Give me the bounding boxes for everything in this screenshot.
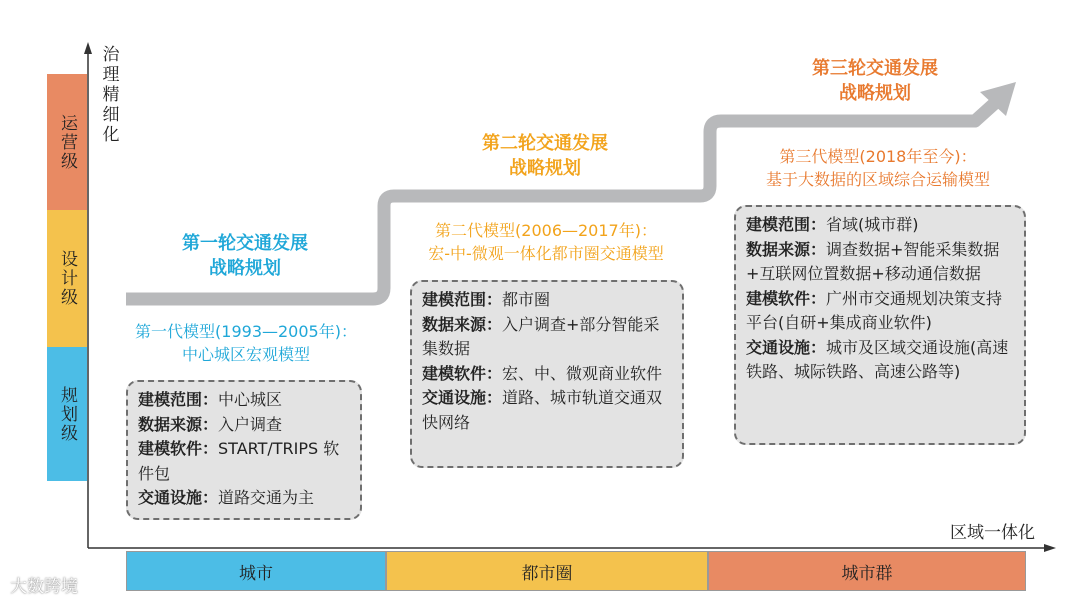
region-metro: 都市圈 xyxy=(386,551,708,591)
model-1-scope-key: 建模范围： xyxy=(138,390,219,409)
phase-3-heading xyxy=(770,56,980,106)
level-operations: 运营级 xyxy=(47,74,87,210)
model-2-scope-key: 建模范围： xyxy=(422,290,503,309)
model-3-software-value: 广州市交通规划决策支持平台(自研+集成商业软件) xyxy=(746,288,1003,332)
region-cluster: 城市群 xyxy=(708,551,1026,591)
y-axis-title: 治理精细化 xyxy=(102,45,120,145)
model-1-scope-value: 中心城区 xyxy=(218,390,283,409)
y-axis-arrowhead xyxy=(84,42,92,54)
model-1-title-line1: 第一代模型(1993—2005年)： xyxy=(135,322,357,341)
model-3-title xyxy=(728,145,1028,191)
model-1-info-box xyxy=(126,380,362,520)
model-3-scope-value: 省域(城市群) xyxy=(826,215,919,234)
model-2-title-line2: 宏-中-微观一体化都市圈交通模型 xyxy=(428,244,664,263)
model-2-source xyxy=(422,313,672,362)
model-2-source-value: 入户调查+部分智能采集数据 xyxy=(422,314,660,358)
model-3-source-value: 调查数据+智能采集数据+互联网位置数据+移动通信数据 xyxy=(746,239,1000,283)
level-design: 设计级 xyxy=(47,210,87,347)
model-1-software-value: START/TRIPS 软件包 xyxy=(138,439,340,483)
model-1-software-key: 建模软件： xyxy=(138,439,219,458)
model-1-source xyxy=(138,413,350,438)
phase-1-line1: 第一轮交通发展 xyxy=(182,233,308,254)
phase-2-line1: 第二轮交通发展 xyxy=(482,133,608,154)
model-1-scope xyxy=(138,388,350,413)
phase-2-heading xyxy=(440,131,650,181)
model-2-scope-value: 都市圈 xyxy=(502,290,551,309)
x-axis-title: 区域一体化 xyxy=(950,523,1035,543)
model-1-software xyxy=(138,437,350,486)
model-2-info-box xyxy=(410,280,684,468)
phase-3-line1: 第三轮交通发展 xyxy=(812,58,938,79)
model-1-title xyxy=(112,320,380,366)
model-2-infra xyxy=(422,386,672,435)
phase-3-line2: 战略规划 xyxy=(839,83,911,104)
model-2-scope xyxy=(422,288,672,313)
model-1-source-key: 数据来源： xyxy=(138,414,219,434)
model-2-infra-key: 交通设施： xyxy=(422,388,503,407)
model-1-infra xyxy=(138,486,350,511)
model-2-title xyxy=(380,219,712,265)
model-3-software-key: 建模软件： xyxy=(746,288,827,308)
model-3-source-key: 数据来源： xyxy=(746,239,827,259)
model-1-infra-key: 交通设施： xyxy=(138,488,219,507)
model-3-infra-value: 城市及区域交通设施(高速铁路、城际铁路、高速公路等) xyxy=(746,337,1009,381)
model-2-software-key: 建模软件： xyxy=(422,363,503,383)
watermark-text: 大数跨境 xyxy=(10,577,78,597)
model-1-source-value: 入户调查 xyxy=(218,414,283,434)
model-3-info-box xyxy=(734,205,1026,445)
model-3-software xyxy=(746,287,1014,336)
phase-1-line2: 战略规划 xyxy=(209,258,281,279)
model-2-software-value: 宏、中、微观商业软件 xyxy=(502,363,663,383)
model-3-scope-key: 建模范围： xyxy=(746,215,827,234)
phase-1-heading xyxy=(150,231,340,281)
phase-2-line2: 战略规划 xyxy=(509,158,581,179)
model-3-scope xyxy=(746,213,1014,238)
model-3-source xyxy=(746,238,1014,287)
model-1-title-line2: 中心城区宏观模型 xyxy=(181,345,310,364)
model-3-title-line1: 第三代模型(2018年至今)： xyxy=(779,147,977,166)
x-axis-arrowhead xyxy=(1044,544,1056,552)
model-2-title-line1: 第二代模型(2006—2017年)： xyxy=(435,221,657,240)
model-3-infra-key: 交通设施： xyxy=(746,337,827,357)
model-3-title-line2: 基于大数据的区域综合运输模型 xyxy=(765,170,990,189)
model-2-source-key: 数据来源： xyxy=(422,314,503,334)
region-city: 城市 xyxy=(126,551,386,591)
model-2-software xyxy=(422,362,672,387)
model-2-infra-value: 道路、城市轨道交通双快网络 xyxy=(422,388,663,432)
model-1-infra-value: 道路交通为主 xyxy=(218,488,315,507)
level-planning: 规划级 xyxy=(47,347,87,481)
model-3-infra xyxy=(746,336,1014,385)
